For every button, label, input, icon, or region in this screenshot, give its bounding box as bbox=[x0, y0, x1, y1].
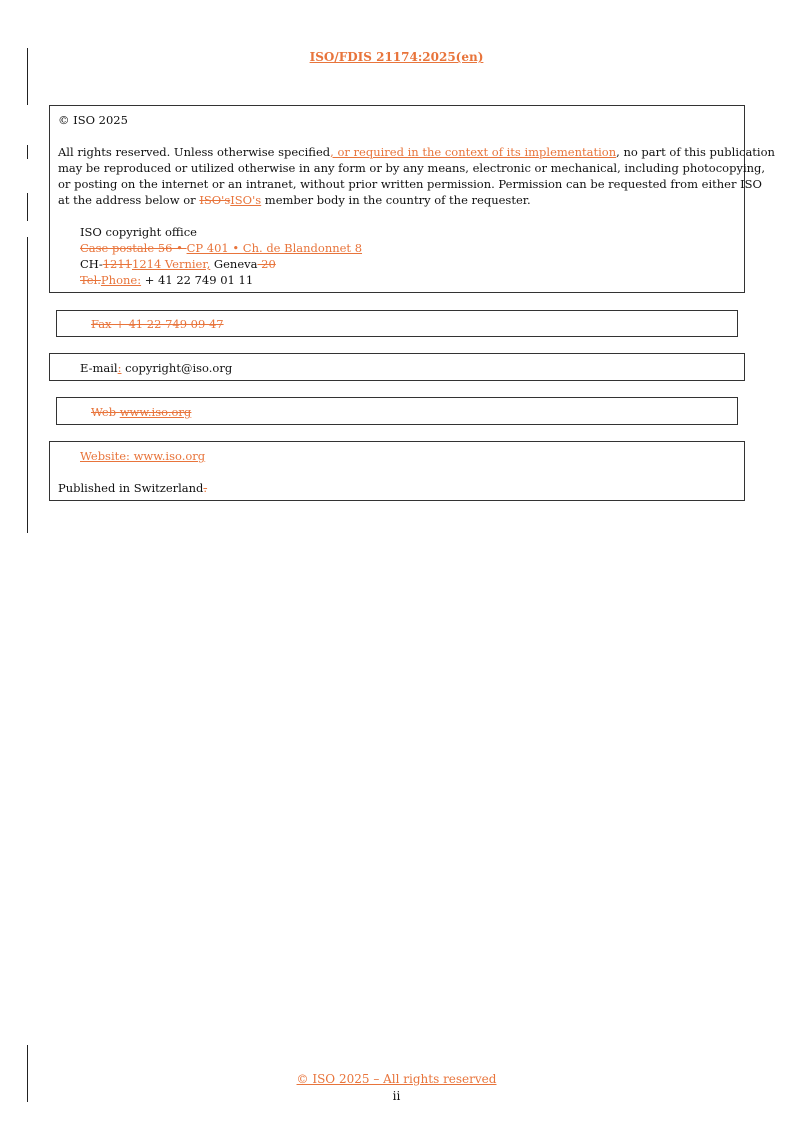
email-link[interactable]: copyright@iso.org bbox=[121, 361, 233, 375]
web-line: Web www.iso.org bbox=[91, 405, 192, 419]
website-line[interactable]: Website: www.iso.org bbox=[80, 449, 206, 463]
rights-paragraph-line-2: may be reproduced or utilized otherwise in any form or by any means, electronic or mechanical, including photocopying, bbox=[58, 161, 766, 175]
document-header bbox=[0, 49, 793, 65]
rights-paragraph-line-4: at the address below or ISO'sISO's member body in the country of the requester. bbox=[58, 193, 531, 207]
fax-line: Fax + 41 22 749 09 47 bbox=[91, 317, 224, 331]
change-bar bbox=[27, 145, 28, 159]
page-footer bbox=[0, 1071, 793, 1087]
doc-id: ISO/FDIS 21174:2025(en) bbox=[309, 50, 484, 64]
email-line: E-mail: copyright@iso.org bbox=[80, 361, 233, 375]
web-box bbox=[56, 397, 738, 425]
rights-paragraph-line-3: or posting on the internet or an intranet, without prior written permission. Permission can be requested from either ISO bbox=[58, 177, 762, 191]
web-link[interactable]: www.iso.org bbox=[119, 405, 192, 419]
email-box bbox=[49, 353, 745, 381]
office-phone: Tel.Phone: + 41 22 749 01 11 bbox=[80, 273, 254, 287]
fax-box bbox=[56, 310, 738, 337]
change-bar bbox=[27, 193, 28, 221]
copyright-box bbox=[49, 105, 775, 293]
footer-copyright: © ISO 2025 – All rights reserved bbox=[296, 1072, 497, 1086]
office-title: ISO copyright office bbox=[80, 225, 197, 239]
office-address: Case postale 56 • CP 401 • Ch. de Blandonnet 8 bbox=[80, 241, 363, 255]
office-city: CH-12111214 Vernier, Geneva 20 bbox=[80, 257, 276, 271]
rights-paragraph-line-1: All rights reserved. Unless otherwise specified, or required in the context of its implementation, no part of this publication bbox=[58, 145, 775, 159]
copyright-line: © ISO 2025 bbox=[58, 113, 128, 127]
page-number: ii bbox=[392, 1089, 401, 1103]
published-line: Published in Switzerland. bbox=[58, 481, 208, 495]
change-bar bbox=[27, 237, 28, 533]
website-box bbox=[49, 441, 745, 501]
